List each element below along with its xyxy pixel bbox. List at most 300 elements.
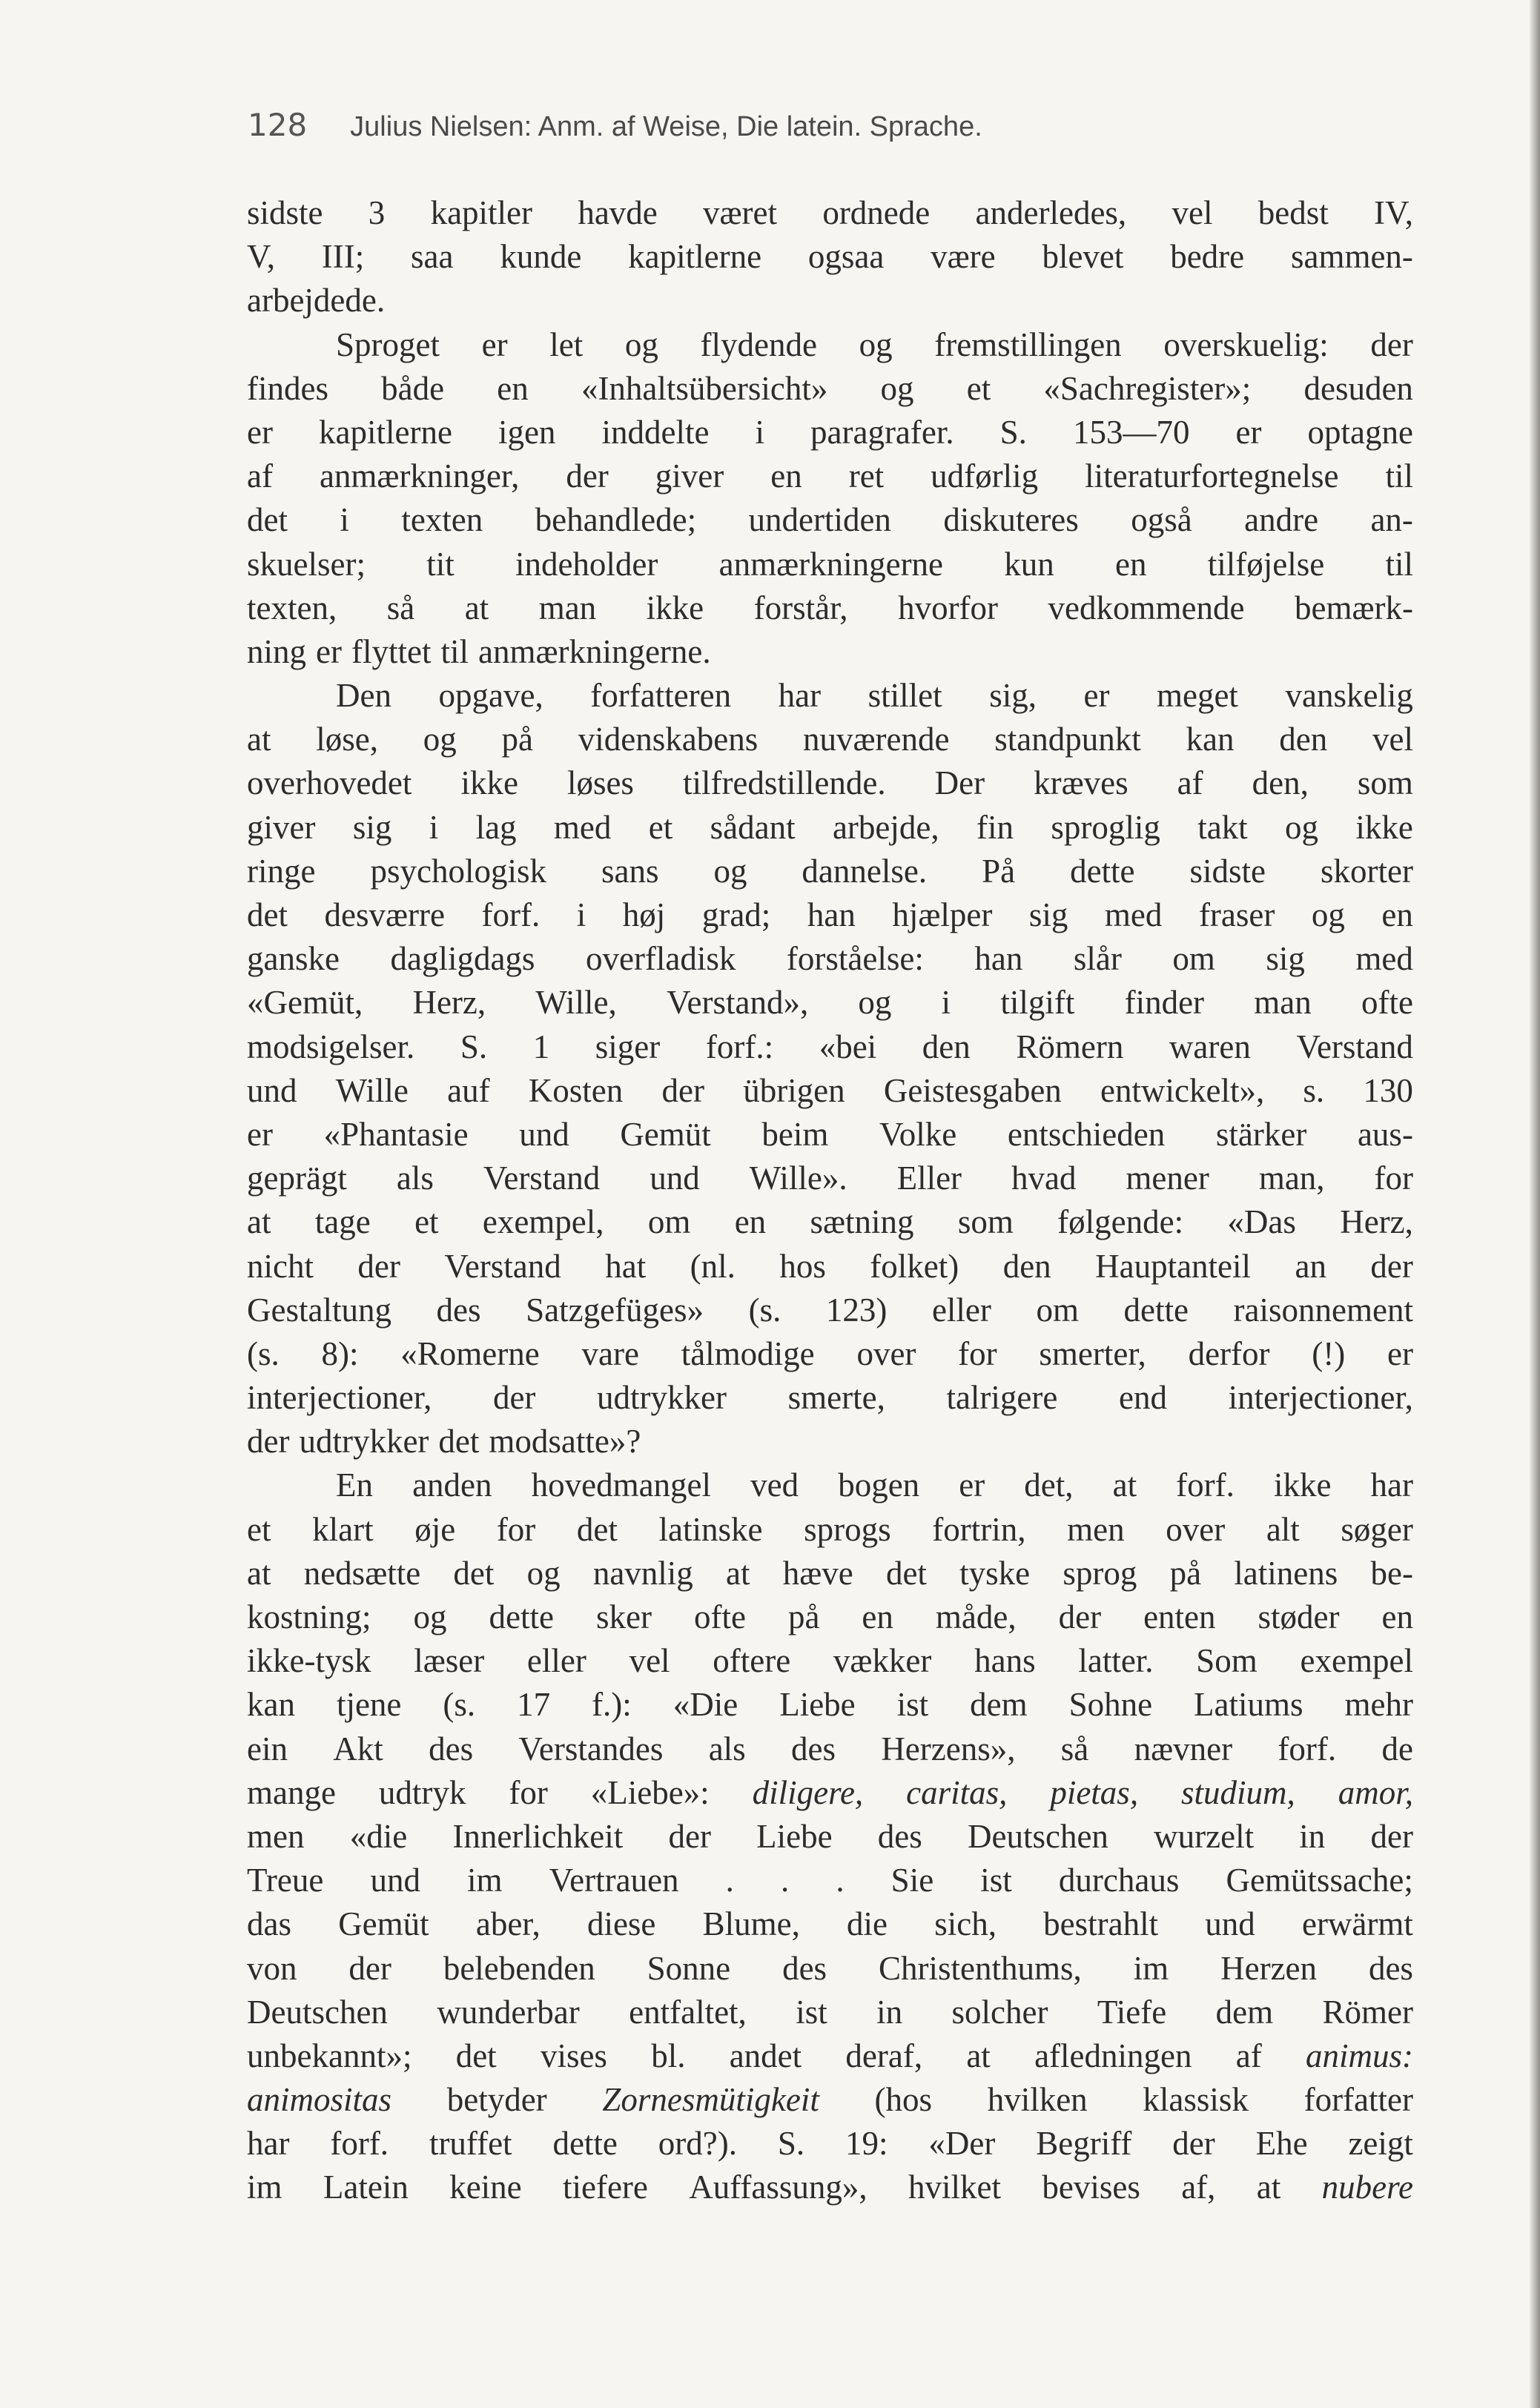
word: Hauptanteil [1095, 1247, 1252, 1285]
word: unbekannt»; [247, 2037, 412, 2074]
word: V, [247, 238, 275, 276]
word: tiefere [563, 2169, 648, 2206]
text-line [247, 1552, 1413, 1595]
text-line [247, 1289, 1413, 1332]
word: Herz, [1340, 1203, 1413, 1241]
running-header [248, 92, 1375, 159]
word: Gemüt [338, 1905, 429, 1943]
word: på [501, 721, 534, 758]
text-line [247, 1200, 1413, 1244]
word: et [414, 1203, 439, 1241]
word: til [440, 632, 469, 670]
word: forf.: [705, 1028, 774, 1065]
word: betyder [446, 2081, 547, 2119]
word: diskuteres [943, 501, 1079, 539]
word: entfaltet, [629, 1993, 747, 2031]
word: bogen [838, 1466, 920, 1504]
word: standpunkt [994, 721, 1141, 758]
word: ikke [1273, 1466, 1332, 1504]
word: det [247, 501, 288, 539]
word: des [436, 1291, 481, 1329]
word: støder [1258, 1598, 1340, 1635]
word: durchaus [1058, 1862, 1180, 1899]
word: skorter [1321, 852, 1413, 890]
word: erwärmt [1301, 1905, 1413, 1943]
word: «Inhaltsübersicht» [581, 369, 828, 407]
word: kræves [1034, 764, 1128, 802]
word: han [807, 896, 856, 933]
word: 8): [321, 1334, 359, 1372]
word: beim [761, 1115, 829, 1153]
word: giver [655, 457, 724, 495]
word: hjælper [892, 896, 993, 933]
text-line [247, 2078, 1413, 2122]
word: (s. [443, 1686, 476, 1724]
word: øje [414, 1510, 456, 1548]
word: Verstand [1296, 1028, 1413, 1065]
word: for [1374, 1160, 1413, 1197]
word: også [1131, 501, 1192, 539]
word: animus: [1305, 2037, 1413, 2074]
text-line [247, 2166, 1413, 2209]
text-line [247, 1376, 1413, 1420]
word: en [734, 1203, 767, 1241]
text-line [247, 323, 1413, 367]
word: derfor [1188, 1334, 1270, 1372]
word: (s. [247, 1334, 280, 1372]
word: Verstandes [518, 1730, 664, 1767]
word: im [467, 1862, 503, 1899]
word: det [453, 1554, 495, 1592]
word: Gestaltung [247, 1291, 391, 1329]
word: forf. [481, 896, 541, 933]
word: IV, [1374, 194, 1413, 231]
word: pietas, [1050, 1773, 1139, 1811]
word: 19: [845, 2125, 888, 2163]
word: ist [896, 1686, 929, 1724]
word: entwickelt», [1100, 1071, 1265, 1109]
word: der [1370, 1247, 1413, 1285]
word: forf. [1176, 1466, 1235, 1504]
word: vises [540, 2037, 607, 2074]
word: mener [1126, 1160, 1209, 1197]
word: 17 [517, 1686, 551, 1724]
word: übrigen [743, 1071, 845, 1109]
word: psychologisk [370, 852, 546, 890]
word: des [791, 1730, 836, 1767]
word: har [247, 2125, 290, 2163]
word: det [455, 2037, 497, 2074]
word: som [957, 1203, 1014, 1241]
text-line [247, 718, 1413, 761]
word: er [1235, 413, 1262, 451]
word: kapitlerne [628, 238, 762, 276]
word: der [247, 1423, 290, 1461]
word: an [1295, 1247, 1326, 1285]
word: vanskelig [1285, 677, 1413, 715]
word: sig [352, 808, 392, 846]
word: om [1036, 1291, 1079, 1329]
word: ganske [247, 940, 340, 978]
word: og [423, 721, 457, 758]
word: så [386, 589, 415, 626]
word: det [438, 1423, 480, 1461]
word: «Die [672, 1686, 738, 1724]
word: entschieden [1007, 1115, 1166, 1153]
word: finder [1124, 984, 1205, 1022]
word: det [885, 1554, 927, 1592]
text-line [247, 498, 1413, 542]
word: blevet [1042, 238, 1124, 276]
word: havde [578, 194, 658, 231]
word: Sproget [336, 325, 440, 363]
word: sker [595, 1598, 652, 1635]
word: Verstand [483, 1160, 601, 1197]
word: flyttet [351, 632, 432, 670]
word: fin [976, 808, 1014, 846]
word: und [1205, 1905, 1255, 1943]
word: der [668, 1817, 711, 1855]
word: navnlig [592, 1554, 693, 1592]
word: tilgift [1000, 984, 1075, 1022]
word: sproglig [1051, 808, 1160, 846]
word: ringe [247, 852, 316, 890]
text-line [247, 191, 1413, 235]
word: at [966, 2037, 991, 2074]
word: vel [1171, 194, 1213, 231]
word: S. [460, 1028, 488, 1065]
word: klart [312, 1510, 374, 1548]
text-line [247, 1815, 1413, 1859]
word: er [247, 413, 273, 451]
word: Begriff [1036, 2125, 1132, 2163]
word: forståelse: [786, 940, 924, 978]
word: og [624, 325, 658, 363]
word: caritas, [906, 1773, 1008, 1811]
word: wunderbar [437, 1993, 580, 2031]
word: nuværende [803, 721, 950, 758]
word: Vertrauen [549, 1862, 679, 1899]
word: skuelser; [247, 545, 366, 583]
word: sammen- [1290, 238, 1413, 276]
word: aus- [1357, 1115, 1413, 1153]
page-number: 128 [248, 107, 308, 143]
word: animositas [247, 2081, 392, 2119]
word: anden [412, 1466, 492, 1504]
word: latter. [1078, 1642, 1154, 1680]
word: des [429, 1730, 474, 1767]
text-line [247, 586, 1413, 630]
word: et [247, 1510, 271, 1548]
word: anderledes, [975, 194, 1127, 231]
word: anmærkningerne [718, 545, 944, 583]
word: und [519, 1115, 569, 1153]
text-line [247, 279, 1413, 322]
word: andre [1244, 501, 1319, 539]
word: om [647, 1203, 691, 1241]
word: på [787, 1598, 820, 1635]
text-line [247, 1947, 1413, 1991]
word: dette [1123, 1291, 1189, 1329]
word: hovedmangel [531, 1466, 712, 1504]
word: er [316, 632, 342, 670]
word: og [1285, 808, 1319, 846]
word: der [1058, 1598, 1102, 1635]
word: hat [605, 1247, 647, 1285]
word: der [566, 457, 609, 495]
word: folket) [870, 1247, 959, 1285]
word: en [770, 457, 802, 495]
word: i [755, 413, 764, 451]
word: talrigere [946, 1379, 1058, 1417]
word: 153—70 [1072, 413, 1190, 451]
word: anmærkningerne. [477, 632, 711, 670]
text-line [247, 367, 1413, 411]
word: smerter, [1039, 1334, 1146, 1372]
word: og [413, 1598, 447, 1635]
word: Tiefe [1097, 1993, 1167, 2031]
word: der [1370, 1817, 1413, 1855]
word: sig, [989, 677, 1037, 715]
word: indeholder [515, 545, 658, 583]
word: texten [401, 501, 483, 539]
word: en [1115, 545, 1147, 583]
word: det [247, 896, 288, 933]
word: Ehe [1255, 2125, 1308, 2163]
word: tyske [959, 1554, 1031, 1592]
text-line [247, 761, 1413, 805]
text-line [247, 454, 1413, 498]
running-title: Julius Nielsen: Anm. af Weise, Die latein. Sprache. [350, 111, 982, 142]
word: løse, [316, 721, 378, 758]
word: truffet [429, 2125, 512, 2163]
text-line [247, 1595, 1413, 1639]
text-line [247, 1069, 1413, 1113]
word: Herzens», [881, 1730, 1016, 1767]
word: wurzelt [1154, 1817, 1255, 1855]
word: ogsaa [807, 238, 885, 276]
word: Wille». [749, 1160, 847, 1197]
word: de [1381, 1730, 1413, 1767]
word: (!) [1312, 1334, 1346, 1372]
word: der [348, 1949, 391, 1987]
word: hos [779, 1247, 826, 1285]
text-line [247, 1025, 1413, 1069]
word: til [1385, 545, 1413, 583]
word: Innerlichkeit [452, 1817, 624, 1855]
word: det [576, 1510, 618, 1548]
word: S. [777, 2125, 805, 2163]
word: nævner [1134, 1730, 1233, 1767]
word: sidste [247, 194, 323, 231]
word: «Liebe»: [590, 1773, 710, 1811]
word: med [1355, 940, 1413, 978]
word: dannelse. [802, 852, 928, 890]
word: i [576, 896, 586, 933]
word: læser [414, 1642, 485, 1680]
word: ning [247, 632, 307, 670]
word: im [1133, 1949, 1169, 1987]
word: ikke [646, 589, 704, 626]
word: «Romerne [400, 1334, 540, 1372]
word: sætning [810, 1203, 914, 1241]
word: stillet [868, 677, 942, 715]
word: diligere, [752, 1773, 864, 1811]
word: kan [247, 1686, 295, 1724]
word: ord?). [658, 2125, 737, 2163]
word: nubere [1321, 2169, 1413, 2206]
word: smerte, [787, 1379, 885, 1417]
word: fremstillingen [934, 325, 1122, 363]
word: «Der [928, 2125, 996, 2163]
word: at [464, 589, 489, 626]
word: den, [1252, 764, 1309, 802]
word: 130 [1363, 1071, 1413, 1109]
word: at [1256, 2169, 1281, 2206]
word: bestrahlt [1043, 1905, 1159, 1943]
word: kostning; [247, 1598, 371, 1635]
word: sans [601, 852, 659, 890]
word: der [1370, 325, 1413, 363]
word: og [526, 1554, 561, 1592]
word: studium, [1181, 1773, 1295, 1811]
word: Christenthums, [878, 1949, 1082, 1987]
word: ret [848, 457, 885, 495]
word: belebenden [443, 1949, 595, 1987]
word: af, [1181, 2169, 1216, 2206]
word: ved [750, 1466, 799, 1504]
word: Sohne [1068, 1686, 1153, 1724]
word: igen [498, 413, 556, 451]
text-line [247, 981, 1413, 1025]
word: er [1083, 677, 1110, 715]
word: En [336, 1466, 373, 1504]
word: III; [321, 238, 365, 276]
text-line [247, 543, 1413, 586]
word: for [958, 1334, 997, 1372]
word: tit [426, 545, 455, 583]
word: med [1104, 896, 1163, 933]
word: 123) [825, 1291, 888, 1329]
word: raisonnement [1233, 1291, 1413, 1329]
text-line [247, 235, 1413, 279]
word: og [859, 325, 893, 363]
word: Kosten [528, 1071, 624, 1109]
word: des [1368, 1949, 1413, 1987]
word: let [549, 325, 584, 363]
word: waren [1169, 1028, 1251, 1065]
word: alt [1266, 1510, 1300, 1548]
text-line [247, 1420, 1413, 1463]
word: at [726, 1554, 750, 1592]
text-line [247, 1157, 1413, 1200]
word: Zornesmütigkeit [602, 2081, 819, 2119]
word: anmærkninger, [319, 457, 520, 495]
word: zeigt [1348, 2125, 1413, 2163]
word: tilfredstillende. [682, 764, 886, 802]
word: ikke [460, 764, 518, 802]
word: klassisk [1143, 2081, 1249, 2119]
word: en [497, 369, 529, 407]
word: dem [970, 1686, 1028, 1724]
word: mange [247, 1773, 336, 1811]
word: ofte [1361, 984, 1413, 1022]
word: Wille [335, 1071, 409, 1109]
word: kunde [500, 238, 582, 276]
word: exempel, [482, 1203, 604, 1241]
word: in [1299, 1817, 1326, 1855]
word: bedre [1170, 238, 1245, 276]
word: en [1381, 1598, 1413, 1635]
word: overhovedet [247, 764, 412, 802]
word: været [703, 194, 778, 231]
word: geprägt [247, 1160, 347, 1197]
word: diese [586, 1905, 656, 1943]
word: sig [1028, 896, 1068, 933]
word: den [922, 1028, 971, 1065]
word: literaturfortegnelse [1085, 457, 1339, 495]
word: et [966, 369, 991, 407]
word: På [982, 852, 1016, 890]
word: hvilken [987, 2081, 1088, 2119]
word: at [247, 721, 271, 758]
word: måde, [935, 1598, 1017, 1635]
word: over [1166, 1510, 1226, 1548]
word: oftere [713, 1642, 791, 1680]
word: (hos [874, 2081, 933, 2119]
text-line [247, 1859, 1413, 1902]
word: Herz, [412, 984, 486, 1022]
word: tjene [336, 1686, 402, 1724]
word: lag [475, 808, 517, 846]
word: das [247, 1905, 291, 1943]
word: forfatteren [590, 677, 732, 715]
word: bevises [1042, 2169, 1140, 2206]
word: aber, [475, 1905, 541, 1943]
text-line [247, 630, 1413, 674]
word: dem [1215, 1993, 1274, 2031]
text-line [247, 1902, 1413, 1946]
word: Blume, [702, 1905, 800, 1943]
word: S. [999, 413, 1027, 451]
word: takt [1197, 808, 1248, 846]
word: . [836, 1862, 845, 1899]
word: mehr [1344, 1686, 1413, 1724]
word: være [931, 238, 996, 276]
word: som [1357, 764, 1413, 802]
word: Akt [333, 1730, 383, 1767]
word: Römern [1016, 1028, 1124, 1065]
word: Geistesgaben [883, 1071, 1062, 1109]
word: sprog [1063, 1554, 1137, 1592]
word: be- [1370, 1554, 1413, 1592]
word: dette [552, 2125, 618, 2163]
word: flydende [700, 325, 817, 363]
word: udtrykker [299, 1423, 429, 1461]
word: Sonne [647, 1949, 731, 1987]
word: om [1172, 940, 1215, 978]
word: exempel [1300, 1642, 1413, 1680]
text-line [247, 1332, 1413, 1376]
text-line [247, 674, 1413, 718]
word: af [1235, 2037, 1262, 2074]
word: nicht [247, 1247, 314, 1285]
word: ofte [693, 1598, 746, 1635]
word: und [650, 1160, 700, 1197]
word: Som [1196, 1642, 1258, 1680]
word: findes [247, 369, 328, 407]
word: til [1385, 457, 1413, 495]
